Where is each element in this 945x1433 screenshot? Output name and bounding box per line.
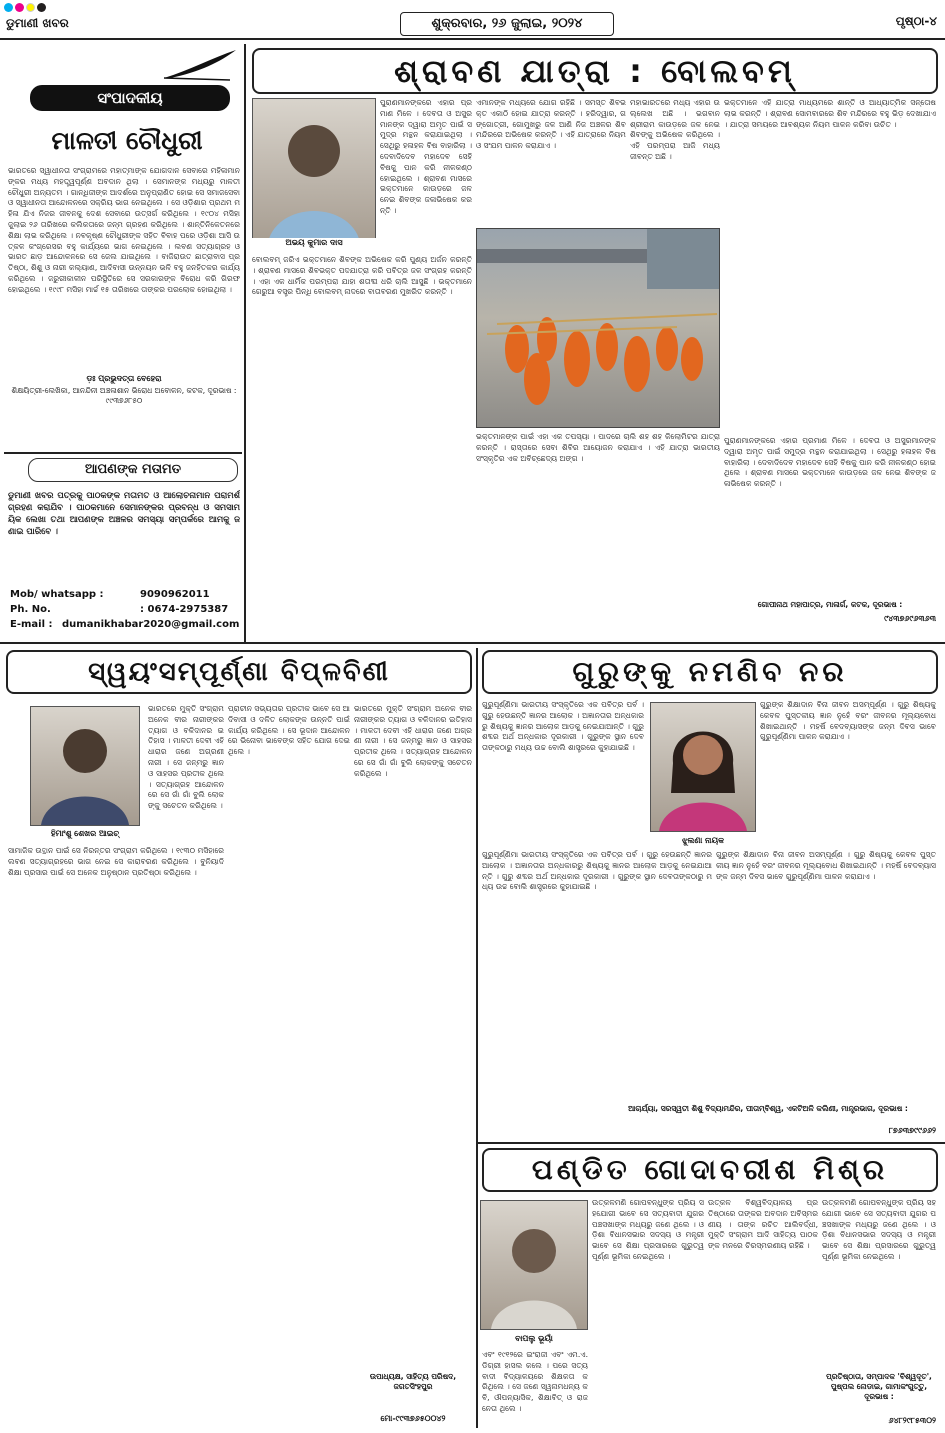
procession-people-icon xyxy=(477,229,720,428)
shravan-col3: ଏମାନଙ୍କ ମଧ୍ୟରେ ଯୋଗ ରହିଛି । ସମସ୍ତ ଶିବଭକ୍ତ ଏକାଠି ହୋଇ ଯାତ୍ରା କରନ୍ତି । ହରିଦ୍ୱାର, ଗଙ୍ଗୋତ୍ରୀ, ଗୋମୁଖରୁ ଜଳ ଆଣି ନିଜ ଅଞ୍ଚଳର ଶିବ ମନ୍ଦିରରେ ଅଭିଷେକ କରନ୍ତି । ଏହି ଯାତ୍ରାରେ ନିୟମ ଓ ସଂଯମ ପାଳନ କରାଯାଏ । xyxy=(476,98,626,151)
left-column-divider xyxy=(244,44,246,642)
phone-number: : 0674-2975387 xyxy=(140,604,229,615)
quill-pen-icon xyxy=(160,48,238,82)
author-photo-caption: ଅଭୟ କୁମାର ଦାସ xyxy=(252,238,376,248)
swayam-phone: ମୋ-୯୯୩୭୬୫୦୦୪୨ xyxy=(380,1414,446,1423)
pandit-phone: ୬୪୮୨୯୮୫୩୦୨ xyxy=(888,1416,936,1425)
shravan-col4: ମହାଭାରତରେ ମଧ୍ୟ ଏହାର ଉଲ୍ଲେଖ ଅଛି । ଭଗବାନ ଶ୍ରୀରାମ କାଉଡ଼ରେ ଜଳ ନେଇ ଶିବଙ୍କୁ ଅଭିଷେକ କରିଥିଲେ । ଏହି ପରମ୍ପରା ଆଜି ମଧ୍ୟ ଜୀବନ୍ତ ଅଛି । xyxy=(630,98,720,161)
pandit-col2: ଉତ୍କଳମଣି ଗୋପବନ୍ଧୁଙ୍କ ପ୍ରିୟ ସହଯୋଗୀ ଭାବେ ସେ ସତ୍ୟବାଦୀ ଯୁଗର ପଞ୍ଚସଖାଙ୍କ ମଧ୍ୟରୁ ଜଣେ ଥିଲେ । ଓଡ଼ିଶା ବିଧାନସଭାର ସଦସ୍ୟ ଓ ମନ୍ତ୍ରୀ ଭାବେ ସେ ଶିକ୍ଷା ପ୍ରସାରରେ ଗୁରୁତ୍ୱପୂର୍ଣ୍ଣ ଭୂମିକା ନେଇଥିଲେ । xyxy=(592,1198,704,1261)
guru-headline: ଗୁରୁଙ୍କୁ ନମଣିବ ନର xyxy=(482,650,938,694)
pandit-photo-caption: ବାପଲୁ ଭୂୟାଁ xyxy=(515,1334,553,1343)
author-photo xyxy=(252,98,376,248)
guru-photo-caption: ଝୁଲଣା ନାୟକ xyxy=(682,836,724,845)
swayam-col1b: ସାମାଜିକ ଉତ୍ଥାନ ପାଇଁ ସେ ନିରନ୍ତର ସଂଗ୍ରାମ କରିଥିଲେ । ୧୯୩୦ ମସିହାରେ ଲବଣ ସତ୍ୟାଗ୍ରହରେ ଭାଗ ନେଇ ସେ କାରାବରଣ କରିଥିଲେ । ବୁନିୟାଦି ଶିକ୍ଷା ପ୍ରସାର ପାଇଁ ସେ ଅନେକ ଅନୁଷ୍ଠାନ ପ୍ରତିଷ୍ଠା କରିଥିଲେ । xyxy=(8,846,224,877)
swayam-headline: ସ୍ୱୟଂସମ୍ପୂର୍ଣ୍ଣା ବିପ୍ଳବିଣୀ xyxy=(6,650,472,694)
shravan-phone: ୯୪୩୭୬୯୬୩୬୩ xyxy=(884,614,936,623)
guru-author-photo xyxy=(650,702,756,832)
mob-number: 9090962011 xyxy=(140,589,210,600)
guru-col1: ଗୁରୁପୂର୍ଣ୍ଣିମା ଭାରତୀୟ ସଂସ୍କୃତିରେ ଏକ ପବିତ୍ର ପର୍ବ । ଗୁରୁ ହେଉଛନ୍ତି ଜ୍ଞାନର ଆଲୋକ । ଅଜ୍ଞାନତାର ଅନ୍ଧକାରରୁ ଶିଷ୍ୟକୁ ଜ୍ଞାନର ଆଲୋକ ଆଡ଼କୁ ନେଇଯାଆନ୍ତି । ଗୁରୁ ଶବ୍ଦର ଅର୍ଥ ଅନ୍ଧକାର ଦୂରକାରୀ । ଗୁରୁଙ୍କ ସ୍ଥାନ ଦେବତାଙ୍କଠାରୁ ମଧ୍ୟ ଉଚ୍ଚ ବୋଲି ଶାସ୍ତ୍ରରେ କୁହାଯାଇଛି । xyxy=(482,700,644,753)
guru-signer: ଆଚାର୍ଯ୍ୟା, ସରସ୍ୱତୀ ଶିଶୁ ବିଦ୍ୟାମନ୍ଦିର, ପୀତାମ୍ବିଶ୍ୱ, ଏକଟିଅଳି କଲିଣୀ, ମାନ୍ତ୍ରଭାଗ, ଦୂରଭାଷ : xyxy=(628,1104,908,1113)
bolbam-procession-photo xyxy=(476,228,720,428)
person-silhouette-icon xyxy=(651,703,755,831)
shravan-col7: ପୁରାଣମାନଙ୍କରେ ଏହାର ପ୍ରମାଣ ମିଳେ । ଦେବତା ଓ ଅସୁରମାନଙ୍କ ଦ୍ୱାରା ଅମୃତ ପାଇଁ ସମୁଦ୍ର ମନ୍ଥନ କରାଯାଇଥିଲା । ସେଥିରୁ ହଳାହଳ ବିଷ ବାହାରିଲା । ଦେବାଦିଦେବ ମହାଦେବ ସେହି ବିଷକୁ ପାନ କରି ନୀଳକଣ୍ଠ ହୋଇଥିଲେ । ଶ୍ରାବଣ ମାସରେ ଭକ୍ତମାନେ କାଉଡ଼ରେ ଜଳ ନେଇ ଶିବଙ୍କ ଜଳାଭିଷେକ କରନ୍ତି । xyxy=(724,436,936,489)
cyan-mark-icon xyxy=(4,3,13,12)
yellow-mark-icon xyxy=(26,3,35,12)
shravan-signer: ଗୋପୀନାଥ ମହାପାତ୍ର, ମାଳାର୍ଗ, କଟକ, ଦୂରଭାଷ : xyxy=(757,600,903,609)
pandit-col1: ଏବଂ ୧୯୧୨ରେ ଇଂରାଜୀ ଏବଂ ଏମ.ଏ. ଡିଗ୍ରୀ ହାସଲ କଲେ । ପରେ ସତ୍ୟବାଦୀ ବିଦ୍ୟାଳୟରେ ଶିକ୍ଷକତା କରିଥିଲେ । ସେ ଜଣେ ସ୍ୱନାମଧନ୍ୟ କବି, ଔପନ୍ୟାସିକ, ଶିକ୍ଷାବିତ୍ ଓ ରାଜନେତା ଥିଲେ । xyxy=(482,1350,588,1413)
shravan-col2: ବୋଲବମ୍ ଜରିଏ ଭକ୍ତମାନେ ଶିବଙ୍କ ଅଭିଷେକ କରି ପୁଣ୍ୟ ଅର୍ଜନ କରନ୍ତି । ଶ୍ରାବଣ ମାସରେ ଶିବଭକ୍ତ ପଦଯାତ୍ରା କରି ପବିତ୍ର ଜଳ ସଂଗ୍ରହ କରନ୍ତି । ଏହା ଏକ ଧାର୍ମିକ ପରମ୍ପରା ଯାହା ଶତାବ୍ଦୀ ଧରି ଚାଲି ଆସୁଛି । ଭକ୍ତମାନେ ଗେରୁଆ ବସ୍ତ୍ର ପିନ୍ଧି ବୋଲବମ୍ ନାଦରେ ବାତାବରଣ ମୁଖରିତ କରନ୍ତି । xyxy=(252,255,472,297)
email-label: E-mail : xyxy=(10,619,53,630)
guru-col3: ଗୁରୁପୂର୍ଣ୍ଣିମା ଭାରତୀୟ ସଂସ୍କୃତିରେ ଏକ ପବିତ୍ର ପର୍ବ । ଗୁରୁ ହେଉଛନ୍ତି ଜ୍ଞାନର ଆଲୋକ । ଅଜ୍ଞାନତାର ଅନ୍ଧକାରରୁ ଶିଷ୍ୟକୁ ଜ୍ଞାନର ଆଲୋକ ଆଡ଼କୁ ନେଇଯାଆନ୍ତି । ଗୁରୁ ଶବ୍ଦର ଅର୍ଥ ଅନ୍ଧକାର ଦୂରକାରୀ । ଗୁରୁଙ୍କ ସ୍ଥାନ ଦେବତାଙ୍କଠାରୁ ମଧ୍ୟ ଉଚ୍ଚ ବୋଲି ଶାସ୍ତ୍ରରେ କୁହାଯାଇଛି । xyxy=(482,850,712,892)
issue-date: ଶୁକ୍ରବାର, ୨୬ ଜୁଲାଇ, ୨୦୨୪ xyxy=(400,12,614,36)
swayam-col3: ଭାରତରେ ମୁକ୍ତି ସଂଗ୍ରାମ ଅନେକ ବୀର ନାରୀଙ୍କର ତ୍ୟାଗ ଓ ବଳିଦାନର ଇତିହାସ । ମାଳତୀ ଦେବୀ ଏହି ଧାରାର ଜଣେ ଅଗ୍ରଣୀ ନାରୀ । ସେ ଜନ୍ମରୁ ଜ୍ଞାନ ଓ ସାହସର ପ୍ରତୀକ ଥିଲେ । ସତ୍ୟାଗ୍ରହ ଆନ୍ଦୋଳନରେ ସେ ଗାଁ ଗାଁ ବୁଲି ଲୋକଙ୍କୁ ସଚେତନ କରିଥିଲେ । xyxy=(354,704,472,778)
guru-col4: ଗୁରୁଙ୍କ ଶିକ୍ଷାଦାନ ବିନା ଜୀବନ ଅସମ୍ପୂର୍ଣ୍ଣ । ଗୁରୁ ଶିଷ୍ୟକୁ କେବଳ ପୁସ୍ତକୀୟ ଜ୍ଞାନ ନୁହେଁ ବରଂ ଜୀବନର ମୂଲ୍ୟବୋଧ ଶିଖାଇଥାନ୍ତି । ମହର୍ଷି ବେଦବ୍ୟାସଙ୍କ ଜନ୍ମ ଦିବସ ଭାବେ ଗୁରୁପୂର୍ଣ୍ଣିମା ପାଳନ କରାଯାଏ । xyxy=(716,850,936,881)
swayam-col2: ପ୍ରାଚୀନ ସଭ୍ୟତାର ପ୍ରତୀକ ଭାବେ ସେ ଆଦିବାସୀ ଓ ଦଳିତ ଲୋକଙ୍କ ଉନ୍ନତି ପାଇଁ କାର୍ଯ୍ୟ କରିଥିଲେ । ସେ ଭୂଦାନ ଆନ୍ଦୋଳନରେ ଭିନୋବା ଭାବେଙ୍କ ସହିତ ଯୋଗ ଦେଇଥିଲେ । xyxy=(228,704,350,757)
phone-label: Ph. No. xyxy=(10,604,51,615)
shravan-headline: ଶ୍ରାବଣ ଯାତ୍ରା : ବୋଲବମ୍ xyxy=(252,48,938,94)
editorial-body: ଭାରତରେ ସ୍ୱାଧୀନତା ସଂଗ୍ରାମରେ ମହାତ୍ମାଙ୍କ ଯୋଗଦାନ ସେବାରେ ମହିଳାମାନଙ୍କର ମଧ୍ୟ ମହତ୍ତ୍ୱପୂର୍ଣ୍ଣ ଅବଦାନ ଥିଲା । ସେମାନଙ୍କ ମଧ୍ୟରୁ ମାଳତୀ ଚୌଧୁରୀ ଅନ୍ୟତମ । ଗାନ୍ଧିଜୀଙ୍କ ଆଦର୍ଶରେ ଅନୁପ୍ରାଣିତ ହୋଇ ସେ ସମାଜସେବା ଓ ସ୍ୱାଧୀନତା ଆନ୍ଦୋଳନରେ ସକ୍ରିୟ ଭାଗ ନେଇଥିଲେ । ସେ ଓଡ଼ିଶାର ପ୍ରଥମ ମହିଳା ଯିଏ ନିଜର ଜୀବନକୁ ଦେଶ ସେବାରେ ଉତ୍ସର୍ଗ କରିଥିଲେ । ୧୯୦୪ ମସିହା ଜୁଲାଇ ୨୬ ତାରିଖରେ କଲିକତାରେ ଜନ୍ମ ଗ୍ରହଣ କରିଥିଲେ । ଶାନ୍ତିନିକେତନରେ ଶିକ୍ଷା ଲାଭ କରିଥିଲେ । ନବକୃଷ୍ଣ ଚୌଧୁରୀଙ୍କ ସହିତ ବିବାହ ପରେ ଓଡ଼ିଶା ଆସି ଉତ୍କଳ କଂଗ୍ରେସର ବହୁ କାର୍ଯ୍ୟରେ ଭାଗ ନେଇଥିଲେ । ଲବଣ ସତ୍ୟାଗ୍ରହ ଓ ଭାରତ ଛାଡ଼ ଆନ୍ଦୋଳନରେ ସେ ଜେଲ ଯାଇଥିଲେ । ବାଜିରାଉତ ଛାତ୍ରାବାସ ପ୍ରତିଷ୍ଠା, ଶିଶୁ ଓ ନାରୀ କଲ୍ୟାଣ, ଆଦିବାସୀ ଉନ୍ନୟନ ଭଳି ବହୁ ଜନହିତକର କାର୍ଯ୍ୟ କରିଥିଲେ । ଜରୁରୀକାଳୀନ ପରିସ୍ଥିତିରେ ସେ ସରକାରଙ୍କ ବିରୋଧ କରି ଗିରଫ ହୋଇଥିଲେ । ୧୯୯୮ ମସିହା ମାର୍ଚ୍ଚ ୧୫ ତାରିଖରେ ତାଙ୍କର ପରଲୋକ ହୋଇଥିଲା । xyxy=(8,166,240,294)
cmyk-registration-marks xyxy=(4,3,46,12)
guru-phone: ୮୭୬୩୭୯୯୬୬୨ xyxy=(888,1126,936,1135)
swayam-signer: ଉପାଧ୍ୟକ୍ଷ, ସାହିତ୍ୟ ପରିଷଦ, ଜଗତସିଂହପୁର xyxy=(369,1372,457,1391)
editorial-divider xyxy=(4,452,242,454)
guru-bottom-divider xyxy=(478,1142,945,1144)
editorial-signer: ଡ଼ଃ ପ୍ରଭୁଦତ୍ତା ବେହେରା xyxy=(86,374,162,383)
pandit-col3: ଉତ୍କଳ ବିଶ୍ୱବିଦ୍ୟାଳୟ ପ୍ରତିଷ୍ଠାରେ ତାଙ୍କର ଅବଦାନ ଅବିସ୍ମରଣୀୟ । ତାଙ୍କ ରଚିତ ଆଲିବର୍ଦ୍ଧୀ, ମୁକ୍ତି ସଂଗ୍ରାମ ଆଦି ସାହିତ୍ୟ ପାଠକଙ୍କ ମନରେ ଚିରସ୍ମରଣୀୟ ରହିଛି । xyxy=(708,1198,818,1251)
editorial-signer-detail: ଶିକ୍ଷୟିତ୍ରୀ-ଲେଖିକା, ଆନନ୍ଦିନୀ ଅଞ୍ଚଳାଶାନ ଭିରୋଧ ଅବୋଳନ, କଟକ, ଦୂରଭାଷ : ୯୯୩୭୬୮୫୦ xyxy=(11,386,237,405)
pandit-headline: ପଣ୍ଡିତ ଗୋଦାବରୀଶ ମିଶ୍ର xyxy=(482,1148,938,1192)
shravan-col1: ପୁରାଣମାନଙ୍କରେ ଏହାର ପ୍ରମାଣ ମିଳେ । ଦେବତା ଓ ଅସୁରମାନଙ୍କ ଦ୍ୱାରା ଅମୃତ ପାଇଁ ସମୁଦ୍ର ମନ୍ଥନ କରାଯାଇଥିଲା । ସେଥିରୁ ହଳାହଳ ବିଷ ବାହାରିଲା । ଦେବାଦିଦେବ ମହାଦେବ ସେହି ବିଷକୁ ପାନ କରି ନୀଳକଣ୍ଠ ହୋଇଥିଲେ । ଶ୍ରାବଣ ମାସରେ ଭକ୍ତମାନେ କାଉଡ଼ରେ ଜଳ ନେଇ ଶିବଙ୍କ ଜଳାଭିଷେକ କରନ୍ତି । xyxy=(380,98,472,215)
black-mark-icon xyxy=(37,3,46,12)
email-address: dumanikhabar2020@gmail.com xyxy=(62,619,240,630)
editorial-title: ସଂପାଦକୀୟ xyxy=(30,85,230,111)
swayam-col1: ଭାରତରେ ମୁକ୍ତି ସଂଗ୍ରାମ ଅନେକ ବୀର ନାରୀଙ୍କର ତ୍ୟାଗ ଓ ବଳିଦାନର ଇତିହାସ । ମାଳତୀ ଦେବୀ ଏହି ଧାରାର ଜଣେ ଅଗ୍ରଣୀ ନାରୀ । ସେ ଜନ୍ମରୁ ଜ୍ଞାନ ଓ ସାହସର ପ୍ରତୀକ ଥିଲେ । ସତ୍ୟାଗ୍ରହ ଆନ୍ଦୋଳନରେ ସେ ଗାଁ ଗାଁ ବୁଲି ଲୋକଙ୍କୁ ସଚେତନ କରିଥିଲେ । xyxy=(148,704,224,811)
shravan-col5: ଭକ୍ତମାନେ ଏହି ଯାତ୍ରା ମାଧ୍ୟମରେ ଶାନ୍ତି ଓ ଆଧ୍ୟାତ୍ମିକ ସନ୍ତୋଷ ଲାଭ କରନ୍ତି । ଶ୍ରାବଣ ସୋମବାରରେ ଶିବ ମନ୍ଦିରରେ ବହୁ ଭିଡ଼ ଦେଖାଯାଏ । ଯାତ୍ରା ସମୟରେ ଆବଶ୍ୟକ ନିୟମ ପାଳନ କରିବା ଉଚିତ । xyxy=(724,98,936,129)
paper-name: ଡୁମାଣୀ ଖବର xyxy=(6,16,69,30)
person-silhouette-icon xyxy=(253,99,375,247)
page-number: ପୃଷ୍ଠା-୪ xyxy=(895,14,937,28)
opinion-body: ଡୁମାଣୀ ଖବର ପତ୍ରକୁ ପାଠକଙ୍କ ମତାମତ ଓ ଆଲୋଚନାମାନ ପରାମର୍ଶ ଗ୍ରହଣ କରାଯିବ । ପାଠକମାନେ ସେମାନଙ୍କର ପ୍ରବନ୍ଧ ଓ ସମସାମୟିକ ଲେଖା ତଥା ଆପଣଙ୍କ ଅଞ୍ଚଳର ସମସ୍ୟା ସମ୍ପର୍କରେ ଆମକୁ ଜଣାଇ ପାରିବେ । xyxy=(8,491,240,537)
opinion-title: ଆପଣଙ୍କ ମତାମତ xyxy=(28,458,238,482)
shravan-col6: ଭକ୍ତମାନଙ୍କ ପାଇଁ ଏହା ଏକ ତପସ୍ୟା । ପାଦରେ ଚାଲି ଶହ ଶହ କିଲୋମିଟର ଯାତ୍ରା କରନ୍ତି । ରାସ୍ତାରେ ସେବା ଶିବିର ଆୟୋଜନ କରାଯାଏ । ଏହି ଯାତ୍ରା ଭାରତୀୟ ସଂସ୍କୃତିର ଏକ ଅବିଚ୍ଛେଦ୍ୟ ଅଙ୍ଗ । xyxy=(476,432,720,463)
swayam-photo-caption: ହିମାଂଶୁ ଶେଖର ଆଇଚ୍ xyxy=(50,829,120,838)
mob-label: Mob/ whatsapp : xyxy=(10,589,104,600)
guru-col2: ଗୁରୁଙ୍କ ଶିକ୍ଷାଦାନ ବିନା ଜୀବନ ଅସମ୍ପୂର୍ଣ୍ଣ । ଗୁରୁ ଶିଷ୍ୟକୁ କେବଳ ପୁସ୍ତକୀୟ ଜ୍ଞାନ ନୁହେଁ ବରଂ ଜୀବନର ମୂଲ୍ୟବୋଧ ଶିଖାଇଥାନ୍ତି । ମହର୍ଷି ବେଦବ୍ୟାସଙ୍କ ଜନ୍ମ ଦିବସ ଭାବେ ଗୁରୁପୂର୍ଣ୍ଣିମା ପାଳନ କରାଯାଏ । xyxy=(760,700,936,742)
person-silhouette-icon xyxy=(31,707,139,825)
magenta-mark-icon xyxy=(15,3,24,12)
swayam-author-photo xyxy=(30,706,140,826)
bottom-column-divider xyxy=(476,648,478,1428)
pandit-signer: ପ୍ରତିଷ୍ଠାତା, ସମ୍ପାଦକ 'ବିଶ୍ୱଦୂତ', ପୁଷ୍ପଲ ନୋଡାଇ, ଗାମାକଂଗୁତ୍ତୁ, ଦୂରଭାଷ : xyxy=(826,1372,932,1401)
editorial-author: ମାଳତୀ ଚୌଧୁରୀ xyxy=(51,126,203,155)
mid-band-divider xyxy=(0,642,945,644)
pandit-author-photo xyxy=(480,1200,588,1330)
person-silhouette-icon xyxy=(481,1201,587,1329)
pandit-col4: ଉତ୍କଳମଣି ଗୋପବନ୍ଧୁଙ୍କ ପ୍ରିୟ ସହଯୋଗୀ ଭାବେ ସେ ସତ୍ୟବାଦୀ ଯୁଗର ପଞ୍ଚସଖାଙ୍କ ମଧ୍ୟରୁ ଜଣେ ଥିଲେ । ଓଡ଼ିଶା ବିଧାନସଭାର ସଦସ୍ୟ ଓ ମନ୍ତ୍ରୀ ଭାବେ ସେ ଶିକ୍ଷା ପ୍ରସାରରେ ଗୁରୁତ୍ୱପୂର୍ଣ୍ଣ ଭୂମିକା ନେଇଥିଲେ । xyxy=(822,1198,936,1261)
